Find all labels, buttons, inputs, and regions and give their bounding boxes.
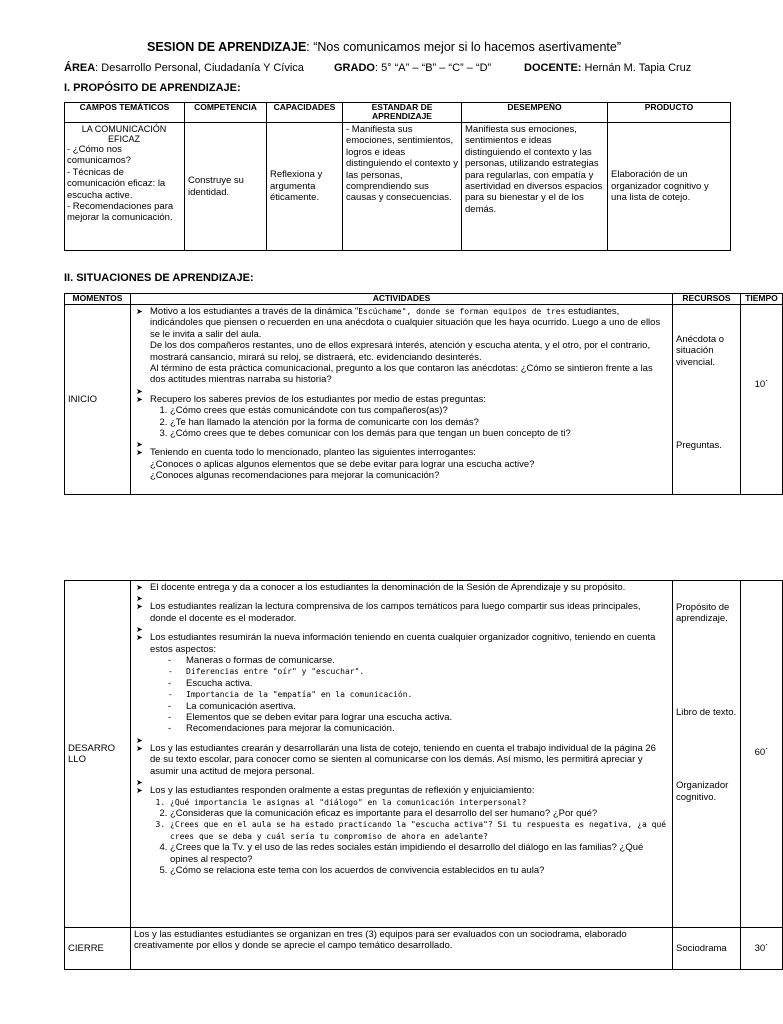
spacer xyxy=(134,624,669,632)
desarrollo-activity: ➤ El docente entrega y da a conocer a los estudiantes la denominación de la Sesión de Aprendizaje y su propósito. xyxy=(134,582,669,593)
header-capacidades: CAPACIDADES xyxy=(267,103,343,123)
desarrollo-tiempo: 60´ xyxy=(741,581,783,928)
area-label: ÁREA xyxy=(64,62,96,74)
aspect-item: - Importancia de la "empatía" en la comunicación. xyxy=(168,689,669,700)
question-item: 1. ¿Cómo crees que estás comunicándote con tus compañeros(as)? xyxy=(170,405,669,416)
desarrollo-recursos xyxy=(673,581,741,928)
header-tiempo: TIEMPO xyxy=(741,294,783,305)
aspect-item: - Recomendaciones para mejorar la comunicación. xyxy=(168,723,669,734)
docente-field xyxy=(524,62,691,74)
a2-text: ➤ Recupero los saberes previos de los estudiantes por medio de estas preguntas: xyxy=(150,393,486,405)
b3-text: ➤ Los estudiantes resumirán la nueva información teniendo en cuenta cualquier organizador cognitivo, teniendo en cuenta estos aspectos: xyxy=(150,632,656,655)
aspect-item: - La comunicación asertiva. xyxy=(168,701,669,712)
page-title xyxy=(0,40,768,54)
momento-inicio: INICIO xyxy=(65,305,131,495)
cierre-actividad: Los y las estudiantes estudiantes se organizan en tres (3) equipos para ser evaluados con un sociodrama, elaborado creativamente por ellos y donde se aprecie el campo temático desarrollado. xyxy=(131,928,673,970)
inicio-activity xyxy=(134,447,669,481)
header-recursos: RECURSOS xyxy=(673,294,741,305)
header-desempeno: DESEMPEÑO xyxy=(462,103,608,123)
header-campos: CAMPOS TEMÁTICOS xyxy=(65,103,185,123)
recurso-item: Libro de texto. xyxy=(676,706,737,718)
question-item: 3. ¿Cómo crees que te debes comunicar con los demás para que tengan un buen concepto de ti? xyxy=(170,428,669,439)
header-estandar: ESTANDAR DE APRENDIZAJE xyxy=(343,103,462,123)
momento-cierre: CIERRE xyxy=(65,928,131,970)
desarrollo-table xyxy=(64,580,783,970)
competencia-cell: Construye su identidad. xyxy=(185,123,267,251)
recurso-item: Preguntas. xyxy=(676,440,722,452)
inicio-actividades xyxy=(131,305,673,495)
recurso-item: Anécdota o situación vivencial. xyxy=(676,334,725,368)
campos-title: LA COMUNICACIÓN EFICAZ xyxy=(81,124,167,144)
area-field xyxy=(64,62,304,74)
grado-label: GRADO xyxy=(334,62,375,74)
question-item: ¿Conoces algunas recomendaciones para mejorar la comunicación? xyxy=(150,470,440,482)
desarrollo-activity: ➤ Los y las estudiantes crearán y desarrollarán una lista de cotejo, teniendo en cuenta el trabajo individual de la página 26 de su texto escolar, para conocer como se sienten al comunicarse con los demás. Así mismo, les permitirá apreciar y asumir una actitud de mejora personal. xyxy=(134,743,669,777)
spacer xyxy=(134,593,669,601)
inicio-tiempo: 10´ xyxy=(741,305,783,495)
desempeno-cell: Manifiesta sus emociones, sentimientos e ideas distinguiendo el contexto y las personas, utilizando estrategias para regularlas, con empatía y asertividad en diversos espacios para su bienestar y el de los demás. xyxy=(462,123,608,251)
docente-value: Hernán M. Tapia Cruz xyxy=(581,62,692,74)
grado-value: : 5° “A” – “B” – “C” – “D” xyxy=(374,62,492,74)
question-item: 2. ¿Consideras que la comunicación eficaz es importante para el desarrollo del ser humano? ¿Por qué? xyxy=(170,808,669,819)
question-item: 4. ¿Crees que la Tv. y el uso de las redes sociales están impidiendo el desarrollo del diálogo en las familias? ¿Qué opines al respecto? xyxy=(170,842,669,865)
spacer xyxy=(134,386,669,394)
capacidades-cell: Reflexiona y argumenta éticamente. xyxy=(267,123,343,251)
proposito-table xyxy=(64,102,731,251)
aspect-item: - Escucha activa. xyxy=(168,678,669,689)
producto-cell: Elaboración de un organizador cognitivo y una lista de cotejo. xyxy=(608,123,731,251)
grado-field xyxy=(334,62,491,74)
desarrollo-actividades xyxy=(131,581,673,928)
a1-rest: estudiantes, indicándoles que piensen o recuerden en una anécdota o cualquier situación que les haya ocurrido. Luego a uno de ellos se le invita a salir del aula. xyxy=(150,306,661,340)
inicio-activity xyxy=(134,394,669,440)
header-competencia: COMPETENCIA xyxy=(185,103,267,123)
title-bold: SESION DE APRENDIZAJE xyxy=(147,40,307,54)
question-item: 5. ¿Cómo se relaciona este tema con los acuerdos de convivencia establecidos en tu aula? xyxy=(170,865,669,876)
header-momentos: MOMENTOS xyxy=(65,294,131,305)
aspect-item: - Elementos que se deben evitar para lograr una escucha activa. xyxy=(168,712,669,723)
recurso-item: Propósito de aprendizaje. xyxy=(676,602,730,625)
spacer xyxy=(134,439,669,447)
estandar-cell: - Manifiesta sus emociones, sentimientos, logros e ideas distinguiendo el contexto y las personas, comprendiendo sus causas y consecuencias. xyxy=(343,123,462,251)
situaciones-heading: II. SITUACIONES DE APRENDIZAJE: xyxy=(64,272,254,284)
question-item: 3. ¿Crees que en el aula se ha estado practicando la "escucha activa"? Si tu respuesta es negativa, ¿a qué crees que se deba y cuál sería tu compromiso de ahora en adelante? xyxy=(170,819,669,842)
question-item: 2. ¿Te han llamado la atención por la forma de comunicarte con los demás? xyxy=(170,417,669,428)
a1-paragraph: De los dos compañeros restantes, uno de ellos expresará interés, atención y escucha atenta, y el otro, por el contrario, mostrará cansancio, mirará su reloj, se distraerá, etc. evidenciando desinterés. xyxy=(150,340,651,363)
momento-desarrollo: DESARRO LLO xyxy=(65,581,131,928)
cierre-tiempo: 30´ xyxy=(741,928,783,970)
a1-dynamic-name: Escúchame xyxy=(358,307,402,316)
campos-item: - ¿Cómo nos comunicamos? xyxy=(67,144,131,167)
inicio-table xyxy=(64,293,783,495)
inicio-recursos xyxy=(673,305,741,495)
b5-text: ➤ Los y las estudiantes responden oralmente a estas preguntas de reflexión y enjuiciamiento: xyxy=(150,785,535,797)
campos-item: - Técnicas de comunicación eficaz: la escucha active. xyxy=(67,166,166,201)
a1-paragraph: Al término de esta práctica comunicacional, pregunto a los que contaron las anécdotas: ¿Cómo se sintieron frente a las dos actitudes mientras narraba su historia? xyxy=(150,363,653,386)
recurso-item: Organizador cognitivo. xyxy=(676,780,729,803)
spacer xyxy=(134,735,669,743)
cierre-recurso: Sociodrama xyxy=(673,928,741,970)
docente-label: DOCENTE: xyxy=(524,62,582,74)
desarrollo-activity xyxy=(134,632,669,735)
area-value: : Desarrollo Personal, Ciudadanía Y Cívica xyxy=(95,62,304,74)
aspect-item: - Maneras o formas de comunicarse. xyxy=(168,655,669,666)
campos-cell xyxy=(65,123,185,251)
desarrollo-activity: ➤ Los estudiantes realizan la lectura comprensiva de los campos temáticos para luego compartir sus ideas principales, donde el docente es el moderador. xyxy=(134,601,669,624)
question-item: 1. ¿Qué importancia le asignas al "diálogo" en la comunicación interpersonal? xyxy=(170,797,669,808)
a1-lead: Motivo a los estudiantes a través de la dinámica " xyxy=(150,306,359,317)
a1-mono: ", donde se forman equipos de tres xyxy=(401,307,566,316)
campos-item: - Recomendaciones para mejorar la comunicación. xyxy=(67,201,174,224)
title-rest: : “Nos comunicamos mejor si lo hacemos asertivamente” xyxy=(306,40,621,54)
header-actividades: ACTIVIDADES xyxy=(131,294,673,305)
question-item: ¿Conoces o aplicas algunos elementos que se debe evitar para lograr una escucha active? xyxy=(150,458,535,470)
a3-text: ➤ Teniendo en cuenta todo lo mencionado, planteo las siguientes interrogantes: xyxy=(150,447,476,459)
proposito-heading: I. PROPÓSITO DE APRENDIZAJE: xyxy=(64,82,241,94)
header-producto: PRODUCTO xyxy=(608,103,731,123)
inicio-activity xyxy=(134,306,669,386)
desarrollo-activity xyxy=(134,785,669,876)
spacer xyxy=(134,777,669,785)
aspect-item: - Diferencias entre "oír" y "escuchar". xyxy=(168,666,669,677)
